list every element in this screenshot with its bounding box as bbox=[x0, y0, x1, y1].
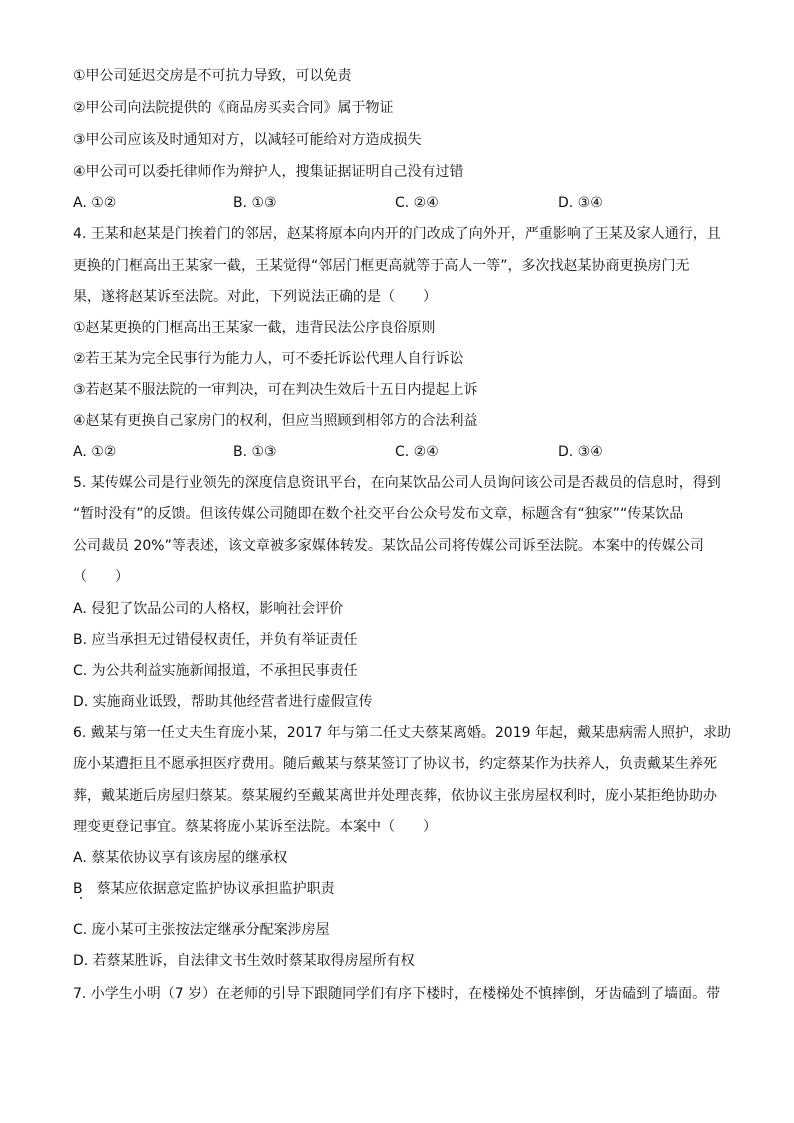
q4-item-4: ④赵某有更换自己家房门的权利，但应当照顾到相邻方的合法利益 bbox=[73, 413, 478, 429]
q6-stem-line-2: 庞小某遭拒且不愿承担医疗费用。随后戴某与蔡某签订了协议书，约定蔡某作为扶养人，负责戴某生养死 bbox=[73, 756, 717, 772]
q5-stem-line-4: （ ） bbox=[73, 569, 129, 585]
q7-stem-line-1: 7. 小学生小明（7 岁）在老师的引导下跟随同学们有序下楼时，在楼梯处不慎摔倒，牙齿磕到了墙面。带 bbox=[73, 986, 721, 1002]
q4-option-d: D. ③④ bbox=[558, 444, 603, 460]
q3-options bbox=[73, 194, 733, 212]
q6-stem-line-3: 葬，戴某逝后房屋归蔡某。蔡某履约至戴某离世并处理丧葬，依协议主张房屋权利时，庞小某拒绝协助办 bbox=[73, 788, 717, 804]
q4-stem-line-3: 果，遂将赵某诉至法院。对此，下列说法正确的是（ ） bbox=[73, 289, 437, 305]
q4-item-1: ①赵某更换的门框高出王某家一截，违背民法公序良俗原则 bbox=[73, 320, 436, 336]
q4-option-a: A. ①② bbox=[73, 444, 117, 460]
q3-item-4: ④甲公司可以委托律师作为辩护人，搜集证据证明自己没有过错 bbox=[73, 164, 464, 180]
q4-stem-line-2: 更换的门框高出王某家一截，王某觉得“邻居门框更高就等于高人一等”，多次找赵某协商更换房门无 bbox=[73, 258, 690, 274]
q5-option-d: D. 实施商业诋毁，帮助其他经营者进行虚假宣传 bbox=[73, 694, 373, 710]
q4-stem-line-1: 4. 王某和赵某是门挨着门的邻居，赵某将原本向内开的门改成了向外开，严重影响了王某及家人通行，且 bbox=[73, 226, 721, 242]
q5-stem-line-1: 5. 某传媒公司是行业领先的深度信息资讯平台，在向某饮品公司人员询问该公司是否裁员的信息时，得到 bbox=[73, 475, 721, 491]
q3-option-b: B. ①③ bbox=[233, 195, 277, 211]
q5-stem-line-3: 公司裁员 20%”等表述，该文章被多家媒体转发。某饮品公司将传媒公司诉至法院。本案中的传媒公司 bbox=[73, 538, 704, 554]
q4-option-c: C. ②④ bbox=[395, 444, 439, 460]
q4-item-3: ③若赵某不服法院的一审判决，可在判决生效后十五日内提起上诉 bbox=[73, 382, 478, 398]
q5-option-a: A. 侵犯了饮品公司的人格权，影响社会评价 bbox=[73, 601, 344, 617]
q3-item-1: ①甲公司延迟交房是不可抗力导致，可以免责 bbox=[73, 68, 352, 84]
q6-option-a: A. 蔡某依协议享有该房屋的继承权 bbox=[73, 850, 288, 866]
q6-option-b: B 蔡某应依据意定监护协议承担监护职责 bbox=[73, 881, 335, 897]
q3-option-d: D. ③④ bbox=[558, 195, 603, 211]
q5-option-c: C. 为公共利益实施新闻报道，不承担民事责任 bbox=[73, 663, 358, 679]
q6-stem-line-1: 6. 戴某与第一任丈夫生育庞小某，2017 年与第二任丈夫蔡某离婚。2019 年起，戴某患病需人照护，求助 bbox=[73, 725, 731, 741]
q6-option-c: C. 庞小某可主张按法定继承分配案涉房屋 bbox=[73, 922, 330, 938]
q3-option-a: A. ①② bbox=[73, 195, 117, 211]
q6-option-d: D. 若蔡某胜诉，自法律文书生效时蔡某取得房屋所有权 bbox=[73, 953, 415, 969]
q6-stem-line-4: 理变更登记事宜。蔡某将庞小某诉至法院。本案中（ ） bbox=[73, 819, 437, 835]
stray-dot bbox=[80, 897, 82, 899]
q5-stem-line-2: “暂时没有”的反馈。但该传媒公司随即在数个社交平台公众号发布文章，标题含有“独家”“传某饮品 bbox=[73, 506, 684, 522]
q4-option-b: B. ①③ bbox=[233, 444, 277, 460]
q3-item-3: ③甲公司应该及时通知对方，以减轻可能给对方造成损失 bbox=[73, 132, 422, 148]
q4-item-2: ②若王某为完全民事行为能力人，可不委托诉讼代理人自行诉讼 bbox=[73, 351, 464, 367]
q5-option-b: B. 应当承担无过错侵权责任，并负有举证责任 bbox=[73, 632, 358, 648]
q4-options bbox=[73, 443, 733, 461]
q3-option-c: C. ②④ bbox=[395, 195, 439, 211]
q3-item-2: ②甲公司向法院提供的《商品房买卖合同》属于物证 bbox=[73, 100, 394, 116]
